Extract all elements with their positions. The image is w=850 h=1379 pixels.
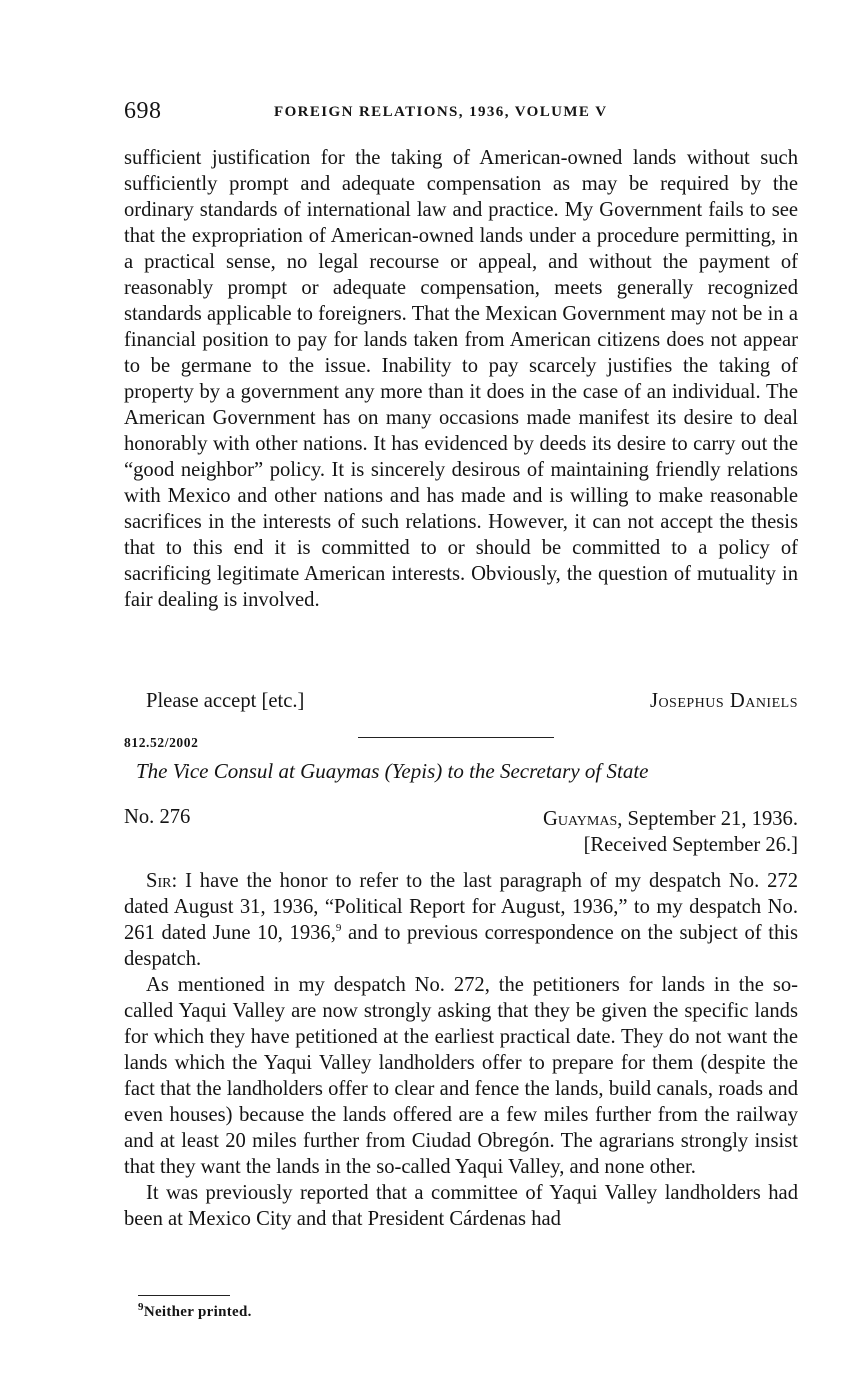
document-heading: The Vice Consul at Guaymas (Yepis) to the Secretary of State: [136, 759, 649, 783]
footnote-marker: 9: [138, 1301, 144, 1313]
continued-paragraph: [124, 145, 798, 613]
paragraph-1: [124, 868, 798, 972]
received-date: [Received September 26.]: [583, 834, 798, 856]
footnote-divider: [138, 1295, 230, 1296]
footnote-text: Neither printed.: [143, 1304, 252, 1320]
date: , September 21, 1936.: [617, 808, 798, 830]
closing: Please accept [etc.]: [146, 690, 305, 712]
footnote-reference[interactable]: 9: [335, 922, 342, 935]
paragraph-1-end: and to previous correspondence on the subject of this despatch.: [124, 922, 798, 970]
running-head: [124, 98, 798, 128]
page-number: 698: [124, 98, 162, 124]
letter-body: [124, 868, 798, 1232]
salutation: Sir: [146, 870, 172, 892]
document-number: No. 276: [124, 806, 191, 828]
running-title: FOREIGN RELATIONS, 1936, VOLUME V: [274, 104, 608, 120]
paragraph-1-text: : I have the honor to refer to the last paragraph of my despatch No. 272 dated August 31, 1936, “Political Report for August, 1936,” to my despatch No. 261 dated June 10, 1936,: [124, 870, 798, 944]
signoff-line: [124, 690, 798, 716]
place-date-block: [543, 806, 798, 858]
footnote: [138, 1301, 252, 1321]
file-number: 812.52/2002: [124, 735, 199, 750]
place-date-line: [543, 806, 798, 832]
place: Guaymas: [542, 808, 618, 830]
section-divider: [358, 737, 554, 738]
paragraph-2: As mentioned in my despatch No. 272, the petitioners for lands in the so-called Yaqui Valley are now strongly asking that they be given the specific lands for which they have petitioned at the earliest practical date. They do not want the lands which the Yaqui Valley landholders offer to prepare for them (despite the fact that the landholders offer to clear and fence the lands, build canals, roads and even houses) because the lands offered are a few miles further from the railway and at least 20 miles further from Ciudad Obregón. The agrarians strongly insist that they want the lands in the so-called Yaqui Valley, and none other.: [124, 974, 798, 1178]
signature: Josephus Daniels: [649, 690, 798, 712]
continued-text: sufficient justification for the taking of American-owned lands without such sufficiently prompt and adequate compensation as may be required by the ordinary standards of international law and practice. My Government fails to see that the expropriation of American-owned lands under a procedure permitting, in a practical sense, no legal recourse or appeal, and without the payment of reasonably prompt or adequate compensation, meets generally recognized standards applicable to foreigners. That the Mexican Government may not be in a financial position to pay for lands taken from American citizens does not appear to be germane to the issue. Inability to pay scarcely justifies the taking of property by a government any more than it does in the case of an individual. The American Government has on many occasions made manifest its desire to deal honorably with other nations. It has evidenced by deeds its desire to carry out the “good neighbor” policy. It is sincerely desirous of maintaining friendly relations with Mexico and other nations and has made and is willing to make reasonable sacrifices in the interests of such relations. However, it can not accept the thesis that to this end it is committed to or should be committed to a policy of sacrificing legitimate American interests. Obviously, the question of mutuality in fair dealing is involved.: [124, 147, 798, 611]
paragraph-3: It was previously reported that a committee of Yaqui Valley landholders had been at Mexico City and that President Cárdenas had: [124, 1182, 798, 1230]
